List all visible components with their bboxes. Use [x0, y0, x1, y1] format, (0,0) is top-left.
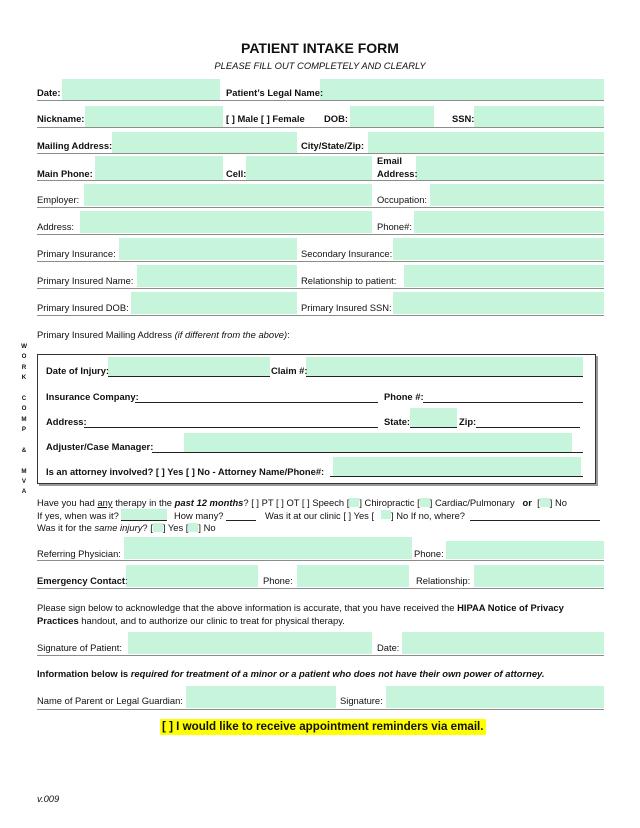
- secondary-insurance-field[interactable]: [393, 238, 604, 260]
- therapy-or: or: [522, 497, 532, 508]
- same-injury-yes-checkbox[interactable]: [153, 523, 163, 532]
- email-label-1: Email: [377, 155, 403, 166]
- field-underline: [152, 452, 583, 453]
- cardio-label: ] Cardiac/Pulmonary: [429, 497, 515, 508]
- same-injury-no-label: ] No: [198, 522, 216, 533]
- field-underline: [476, 427, 580, 428]
- cell-field[interactable]: [246, 156, 372, 180]
- emergency-phone-field[interactable]: [297, 565, 409, 587]
- same-injury-no-checkbox[interactable]: [188, 523, 198, 532]
- emergency-contact-text: Emergency Contact: [37, 575, 126, 586]
- main-phone-label: Main Phone:: [37, 168, 93, 179]
- guardian-note: [37, 668, 545, 679]
- signature-date-label: Date:: [377, 642, 400, 653]
- row-line: [37, 234, 604, 235]
- row-line: [37, 100, 604, 101]
- therapy-when-label: If yes, when was it?: [37, 510, 119, 521]
- therapy-q3-text-b: ? [: [142, 522, 153, 533]
- patient-signature-field[interactable]: [128, 632, 372, 654]
- therapy-q1-text-b: therapy in the: [112, 497, 175, 508]
- row-line: [37, 288, 604, 289]
- occupation-label: Occupation:: [377, 194, 428, 205]
- guardian-note-text: Information below is: [37, 668, 131, 679]
- employer-label: Employer:: [37, 194, 80, 205]
- primary-insurance-label: Primary Insurance:: [37, 248, 116, 259]
- consent-line-1: [37, 602, 564, 613]
- legal-name-label: Patient’s Legal Name:: [226, 87, 324, 98]
- work-comp-mva-side-label: [19, 342, 29, 498]
- row-line: [37, 153, 604, 154]
- field-underline: [108, 376, 270, 377]
- attorney-field[interactable]: [333, 457, 581, 477]
- primary-mailing-label-text: Primary Insured Mailing Address: [37, 329, 175, 340]
- therapy-when-field[interactable]: [121, 509, 167, 520]
- side-label-letter: [19, 384, 29, 394]
- ssn-label: SSN:: [452, 113, 475, 124]
- side-label-letter: &: [21, 446, 27, 454]
- side-label-letter: M: [21, 467, 27, 475]
- date-of-injury-label: Date of Injury:: [46, 365, 110, 376]
- email-field[interactable]: [416, 156, 604, 180]
- version-label: v.009: [37, 793, 60, 804]
- side-label-letter: [19, 436, 29, 446]
- zip-label: Zip:: [459, 416, 477, 427]
- emergency-contact-field[interactable]: [126, 565, 258, 587]
- field-underline: [135, 402, 378, 403]
- side-label-letter: O: [21, 405, 27, 413]
- primary-insurance-field[interactable]: [119, 238, 297, 260]
- consent-line-2: [37, 615, 345, 626]
- dob-label: DOB:: [324, 113, 348, 124]
- emergency-relationship-label: Relationship:: [416, 575, 471, 586]
- guardian-signature-label: Signature:: [340, 695, 383, 706]
- phone-label: Phone#:: [377, 221, 412, 232]
- consent-line-1-text: Please sign below to acknowledge that the above information is accurate, that you have received the: [37, 602, 458, 613]
- therapy-q1-options[interactable]: ? [ ] PT [ ] OT [ ] Speech [: [243, 497, 350, 508]
- relationship-label: Relationship to patient:: [301, 275, 397, 286]
- side-label-letter: R: [21, 363, 27, 371]
- therapy-question-3: [37, 522, 216, 533]
- claim-field[interactable]: [306, 357, 583, 377]
- mailing-address-field[interactable]: [112, 132, 297, 153]
- same-injury-yes-label: ] Yes [: [162, 522, 189, 533]
- therapy-q1-any: any: [97, 497, 113, 508]
- therapy-q3-same: same injury: [94, 522, 143, 533]
- chiro-label: ] Chiropractic [: [359, 497, 420, 508]
- side-label-letter: P: [21, 426, 27, 434]
- side-label-letter: W: [21, 343, 27, 350]
- row-line: [37, 709, 604, 710]
- guardian-signature-field[interactable]: [386, 686, 604, 708]
- side-label-letter: M: [21, 415, 27, 423]
- therapy-clinic-label[interactable]: Was it at our clinic [ ] Yes [: [265, 510, 375, 521]
- emergency-contact-colon: :: [125, 575, 128, 586]
- referring-physician-label: Referring Physician:: [37, 548, 121, 559]
- attorney-label[interactable]: Is an attorney involved? [ ] Yes [ ] No - Attorney Name/Phone#:: [46, 466, 325, 477]
- primary-insured-name-label: Primary Insured Name:: [37, 275, 134, 286]
- speech-checkbox[interactable]: [349, 498, 359, 507]
- field-underline: [470, 520, 600, 521]
- nickname-label: Nickname:: [37, 113, 85, 124]
- secondary-insurance-label: Secondary Insurance:: [301, 248, 393, 259]
- form-title: PATIENT INTAKE FORM: [241, 40, 399, 56]
- email-label-2: Address:: [377, 168, 418, 179]
- row-line: [37, 588, 604, 589]
- side-label-letter: K: [21, 374, 27, 382]
- relationship-field[interactable]: [404, 265, 604, 287]
- chiro-checkbox[interactable]: [420, 498, 430, 507]
- side-label-letter: [19, 456, 29, 466]
- address-label: Address:: [37, 221, 74, 232]
- sex-checkboxes[interactable]: [ ] Male [ ] Female: [226, 113, 305, 124]
- guardian-name-label: Name of Parent or Legal Guardian:: [37, 695, 183, 706]
- nickname-field[interactable]: [85, 106, 223, 127]
- row-line: [37, 560, 604, 561]
- row-line: [37, 315, 604, 316]
- address-field[interactable]: [80, 211, 372, 233]
- field-underline: [330, 476, 583, 477]
- primary-insured-dob-label: Primary Insured DOB:: [37, 302, 129, 313]
- phone-number-input[interactable]: [423, 388, 583, 402]
- ssn-field[interactable]: [474, 106, 604, 127]
- dob-field[interactable]: [350, 106, 434, 127]
- city-state-zip-field[interactable]: [368, 132, 604, 153]
- row-line: [37, 180, 604, 181]
- state-label: State:: [384, 416, 411, 427]
- referring-physician-field[interactable]: [124, 537, 412, 559]
- therapy-q1-text-a: Have you had: [37, 497, 98, 508]
- row-line: [37, 261, 604, 262]
- referring-phone-label: Phone:: [414, 548, 444, 559]
- no-label: ] No: [549, 497, 567, 508]
- date-of-injury-field[interactable]: [108, 357, 270, 377]
- primary-insured-name-field[interactable]: [137, 265, 297, 287]
- field-underline: [226, 520, 256, 521]
- mailing-address-label: Mailing Address:: [37, 140, 113, 151]
- therapy-q1-past: [175, 497, 244, 508]
- primary-insured-ssn-label: Primary Insured SSN:: [301, 302, 392, 313]
- consent-hipaa-notice: HIPAA Notice of Privacy: [457, 602, 564, 613]
- date-label: Date:: [37, 87, 61, 98]
- side-label-letter: O: [21, 353, 27, 361]
- date-field[interactable]: [62, 79, 220, 100]
- main-phone-field[interactable]: [95, 156, 223, 180]
- consent-practices: Practices: [37, 615, 79, 626]
- primary-mailing-note: (if different from the above): [174, 329, 288, 340]
- occupation-field[interactable]: [430, 184, 604, 206]
- clinic-no-checkbox[interactable]: [381, 510, 391, 519]
- field-underline: [121, 520, 167, 521]
- phone-number-label: Phone #:: [384, 391, 424, 402]
- guardian-name-field[interactable]: [186, 686, 336, 708]
- city-state-zip-label: City/State/Zip:: [301, 140, 365, 151]
- cell-label: Cell:: [226, 168, 247, 179]
- employer-field[interactable]: [84, 184, 372, 206]
- referring-phone-field[interactable]: [446, 541, 604, 559]
- therapy-where-label: ] No If no, where?: [391, 510, 465, 521]
- side-label-letter: A: [21, 488, 27, 496]
- side-label-letter: C: [21, 394, 27, 402]
- email-reminder-checkbox[interactable]: [ ] I would like to receive appointment reminders via email.: [162, 720, 484, 733]
- side-label-letter: V: [21, 478, 27, 486]
- primary-insured-dob-field[interactable]: [131, 292, 297, 314]
- emergency-relationship-field[interactable]: [474, 565, 604, 587]
- wc-address-label: Address:: [46, 416, 87, 427]
- field-underline: [84, 427, 378, 428]
- no-bracket: [: [537, 497, 540, 508]
- primary-insured-ssn-field[interactable]: [393, 292, 604, 314]
- cardio-checkbox[interactable]: [540, 498, 550, 507]
- therapy-q3-text-a: Was it for the: [37, 522, 95, 533]
- zip-input[interactable]: [476, 413, 580, 427]
- state-field[interactable]: [410, 408, 457, 428]
- claim-label: Claim #:: [271, 365, 308, 376]
- primary-mailing-colon: :: [287, 329, 290, 340]
- therapy-where-input[interactable]: [470, 507, 600, 520]
- therapy-q1-past-text: past 12 months: [174, 497, 244, 508]
- phone-field[interactable]: [414, 211, 604, 233]
- row-line: [37, 127, 604, 128]
- therapy-howmany-label: How many?: [174, 510, 224, 521]
- field-underline: [306, 376, 583, 377]
- patient-signature-label: Signature of Patient:: [37, 642, 122, 653]
- adjuster-field[interactable]: [184, 433, 572, 453]
- primary-mailing-address-label: [37, 329, 290, 340]
- emergency-contact-label: [37, 575, 128, 586]
- signature-date-field[interactable]: [402, 632, 604, 654]
- insurance-company-label: Insurance Company:: [46, 391, 139, 402]
- form-subtitle: PLEASE FILL OUT COMPLETELY AND CLEARLY: [214, 60, 426, 71]
- field-underline: [423, 402, 583, 403]
- insurance-company-input[interactable]: [135, 388, 378, 402]
- field-underline: [410, 427, 457, 428]
- row-line: [37, 655, 604, 656]
- consent-line-2-text: handout, and to authorize our clinic to treat for physical therapy.: [78, 615, 345, 626]
- row-line: [37, 207, 604, 208]
- adjuster-label: Adjuster/Case Manager:: [46, 441, 154, 452]
- emergency-phone-label: Phone:: [263, 575, 293, 586]
- wc-address-input[interactable]: [84, 413, 378, 427]
- guardian-note-emphasis: required for treatment of a minor or a patient who does not have their own power of attorney.: [130, 668, 545, 679]
- legal-name-field[interactable]: [320, 79, 604, 100]
